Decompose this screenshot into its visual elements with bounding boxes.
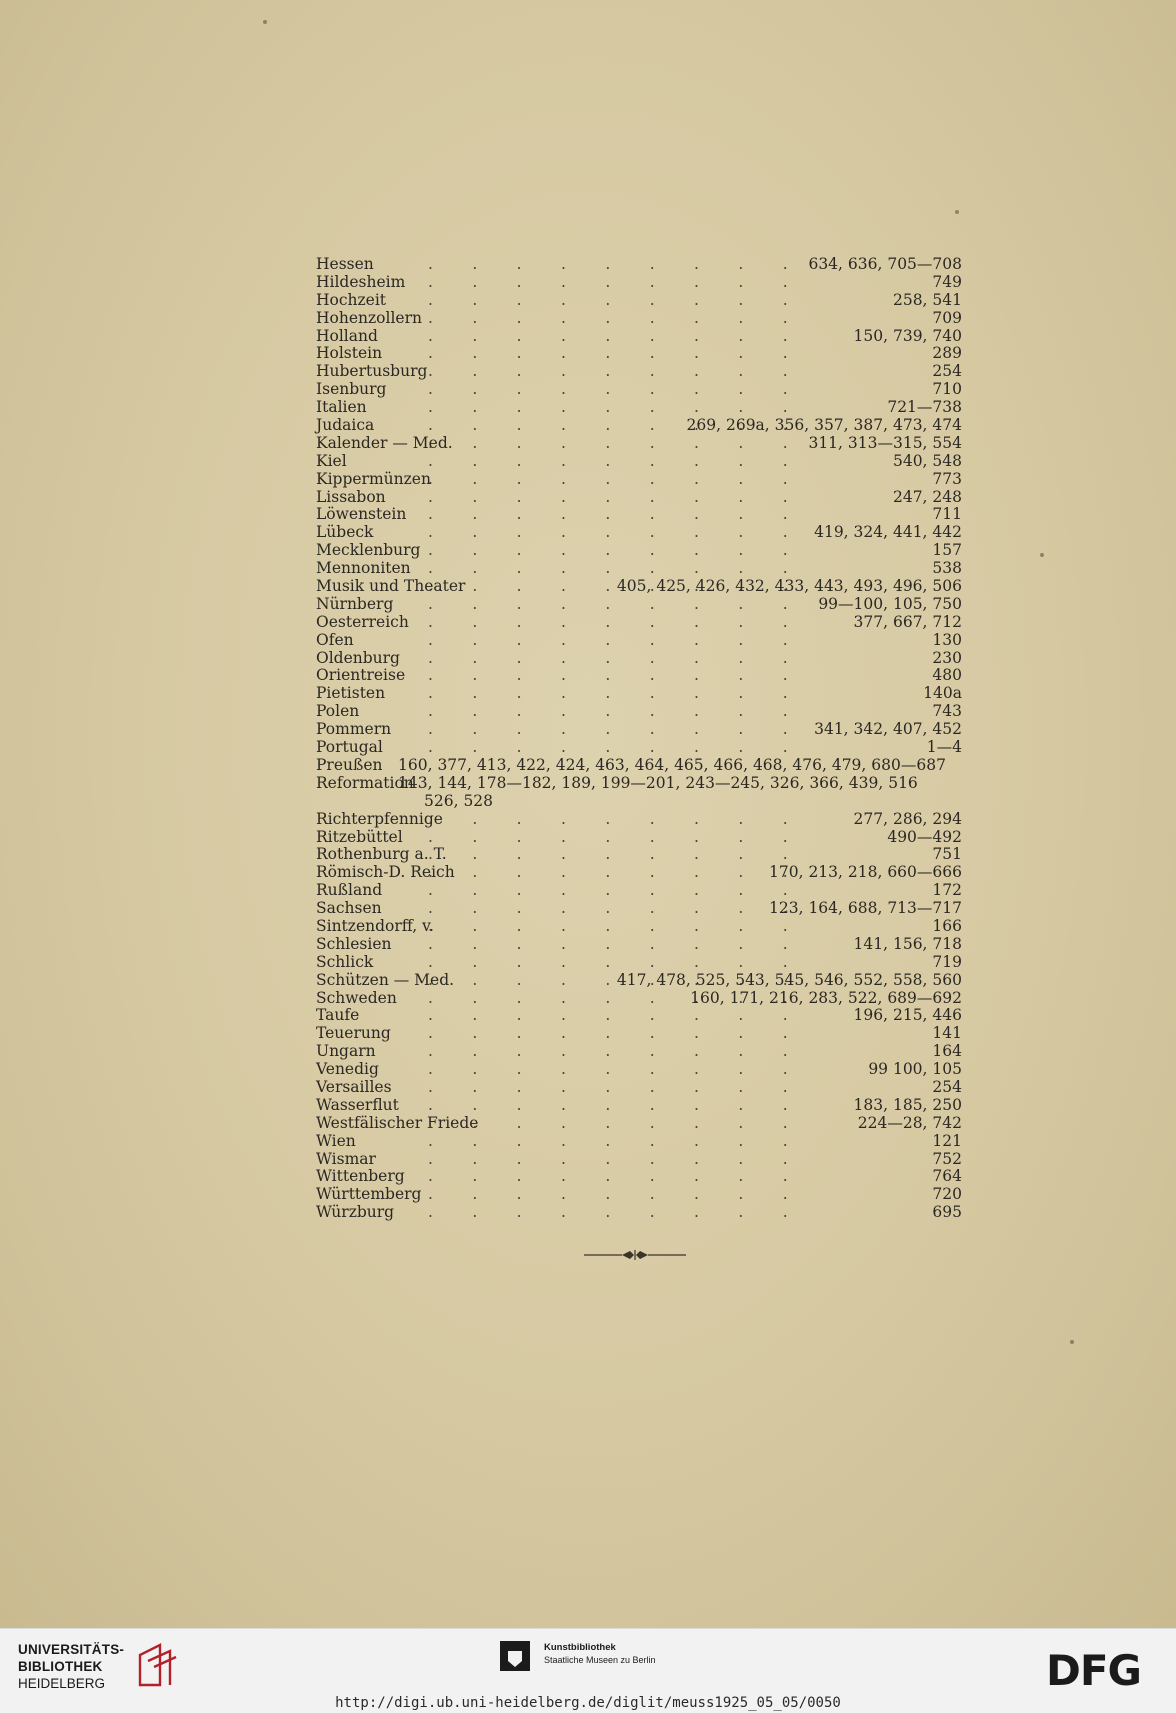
- leader-dots: [428, 632, 812, 650]
- index-entry: [316, 471, 962, 489]
- index-term: Rußland: [316, 881, 383, 900]
- leader-dots: [428, 596, 812, 614]
- index-page-refs: 538: [932, 559, 962, 578]
- index-term: Sachsen: [316, 899, 382, 918]
- index-term: Holland: [316, 326, 378, 345]
- leader-dots: [428, 345, 812, 363]
- index-term: Ofen: [316, 630, 354, 649]
- index-term: Judaica: [316, 416, 375, 435]
- index-entry: [316, 775, 962, 793]
- leader-dots: [428, 560, 812, 578]
- leader-dots: [428, 363, 812, 381]
- leader-dots: [428, 256, 812, 274]
- index-page-refs: 143, 144, 178—182, 189, 199—201, 243—245, 326, 366, 439, 516: [398, 773, 918, 792]
- index-term: Sintzendorff, v.: [316, 916, 434, 935]
- index-entry: [316, 632, 962, 650]
- leader-dots: [428, 882, 812, 900]
- index-term: Preußen: [316, 755, 383, 774]
- leader-dots: [428, 1151, 812, 1169]
- index-list: [316, 256, 962, 1222]
- index-page-refs: 166: [932, 916, 962, 935]
- index-term: Teuerung: [316, 1024, 391, 1043]
- index-entry: [316, 918, 962, 936]
- index-page-refs: 490—492: [887, 827, 962, 846]
- leader-dots: [428, 954, 812, 972]
- index-page-refs: 749: [932, 272, 962, 291]
- leader-dots: [428, 936, 812, 954]
- index-term: Hohenzollern: [316, 308, 422, 327]
- index-entry: [316, 1151, 962, 1169]
- index-page-refs: 160, 171, 216, 283, 522, 689—692: [690, 988, 962, 1007]
- index-page-refs: 164: [932, 1042, 962, 1061]
- index-page-refs: 311, 313—315, 554: [808, 433, 962, 452]
- index-entry: [316, 292, 962, 310]
- index-page-refs: 377, 667, 712: [853, 612, 962, 631]
- index-page-refs: 743: [932, 702, 962, 721]
- page-url[interactable]: http://digi.ub.uni-heidelberg.de/diglit/meuss1925_05_05/0050: [335, 1695, 841, 1711]
- index-entry: [316, 1061, 962, 1079]
- leader-dots: [428, 471, 812, 489]
- index-page-refs: 721—738: [887, 398, 962, 417]
- index-term: Hildesheim: [316, 272, 406, 291]
- index-page-refs: 141: [932, 1024, 962, 1043]
- index-term: Rothenburg a. T.: [316, 845, 447, 864]
- paper-spot: [263, 20, 267, 24]
- index-entry: [316, 256, 962, 274]
- leader-dots: [428, 703, 812, 721]
- index-entry: [316, 310, 962, 328]
- index-term: Ritzebüttel: [316, 827, 403, 846]
- index-entry: [316, 1168, 962, 1186]
- index-entry: [316, 721, 962, 739]
- leader-dots: [428, 1168, 812, 1186]
- index-entry: [316, 829, 962, 847]
- paper-spot: [955, 210, 959, 214]
- index-page-refs: 150, 739, 740: [853, 326, 962, 345]
- index-page-refs: 1—4: [926, 738, 962, 757]
- index-entry: [316, 328, 962, 346]
- index-page-refs: 141, 156, 718: [853, 934, 962, 953]
- leader-dots: [428, 1061, 812, 1079]
- index-term: Oldenburg: [316, 648, 400, 667]
- index-entry: [316, 453, 962, 471]
- index-entry: [316, 1025, 962, 1043]
- index-entry: [316, 990, 962, 1008]
- index-term: Musik und Theater: [316, 577, 466, 596]
- index-term: Würzburg: [316, 1203, 395, 1222]
- index-page-refs: 183, 185, 250: [853, 1095, 962, 1114]
- leader-dots: [428, 292, 812, 310]
- leader-dots: [428, 1025, 812, 1043]
- index-term: Reformation: [316, 773, 414, 792]
- leader-dots: [428, 685, 812, 703]
- index-entry: [316, 489, 962, 507]
- index-entry: [316, 345, 962, 363]
- index-term: Pommern: [316, 720, 392, 739]
- index-term: Polen: [316, 702, 360, 721]
- index-term: Westfälischer Friede: [316, 1113, 479, 1132]
- index-term: Mennoniten: [316, 559, 411, 578]
- index-entry: [316, 1043, 962, 1061]
- index-page-refs: 170, 213, 218, 660—666: [769, 863, 962, 882]
- index-entry: [316, 363, 962, 381]
- index-entry: [316, 757, 962, 775]
- index-entry: [316, 667, 962, 685]
- index-entry: [316, 596, 962, 614]
- footer-bar: [0, 1628, 1176, 1713]
- index-term: Wismar: [316, 1149, 376, 1168]
- index-entry: [316, 882, 962, 900]
- leader-dots: [428, 1097, 812, 1115]
- library-name-line1: UNIVERSITÄTS-: [18, 1642, 125, 1657]
- index-term: Versailles: [316, 1077, 392, 1096]
- index-term: Hubertusburg: [316, 362, 428, 381]
- leader-dots: [428, 1007, 812, 1025]
- leader-dots: [428, 506, 812, 524]
- index-term: Schlick: [316, 952, 374, 971]
- index-term: Nürnberg: [316, 594, 394, 613]
- index-entry: [316, 1133, 962, 1151]
- library-name-line3: HEIDELBERG: [18, 1676, 106, 1691]
- index-page-refs: 247, 248: [892, 487, 962, 506]
- leader-dots: [428, 524, 812, 542]
- index-page-refs: 709: [932, 308, 962, 327]
- leader-dots: [428, 900, 812, 918]
- index-term: Mecklenburg: [316, 541, 421, 560]
- leader-dots: [428, 1186, 812, 1204]
- leader-dots: [428, 1133, 812, 1151]
- index-page-refs: 258, 541: [892, 290, 962, 309]
- index-term: Venedig: [316, 1060, 379, 1079]
- index-entry: [316, 614, 962, 632]
- index-page-refs: 341, 342, 407, 452: [814, 720, 962, 739]
- kunstbibliothek-icon: [500, 1641, 530, 1671]
- index-term: Holstein: [316, 344, 383, 363]
- index-entry: [316, 560, 962, 578]
- leader-dots: [428, 667, 812, 685]
- index-page-refs: 634, 636, 705—708: [808, 255, 962, 273]
- leader-dots: [428, 542, 812, 560]
- library-name-line2: BIBLIOTHEK: [18, 1659, 103, 1674]
- index-page-refs: 752: [932, 1149, 962, 1168]
- leader-dots: [428, 310, 812, 328]
- index-entry: [316, 1115, 962, 1133]
- university-library-logo[interactable]: [18, 1639, 178, 1699]
- index-term: Pietisten: [316, 684, 386, 703]
- leader-dots: [428, 489, 812, 507]
- index-term: Hessen: [316, 255, 374, 273]
- index-page-refs: 140a: [923, 684, 962, 703]
- index-term: Württemberg: [316, 1185, 422, 1204]
- leader-dots: [428, 918, 812, 936]
- leader-dots: [428, 846, 812, 864]
- index-page-refs: 123, 164, 688, 713—717: [769, 899, 962, 918]
- index-term: Wittenberg: [316, 1167, 405, 1186]
- dfg-logo[interactable]: DFG: [1046, 1646, 1142, 1695]
- leader-dots: [428, 453, 812, 471]
- index-entry: [316, 578, 962, 596]
- index-term: Kalender — Med.: [316, 433, 453, 452]
- index-page-refs: 157: [932, 541, 962, 560]
- index-page-refs: 695: [932, 1203, 962, 1222]
- index-page-refs: 719: [932, 952, 962, 971]
- index-page-refs: 121: [932, 1131, 962, 1150]
- index-page-refs: 224—28, 742: [857, 1113, 962, 1132]
- kunstbibliothek-logo[interactable]: [500, 1641, 700, 1681]
- leader-dots: [428, 381, 812, 399]
- index-entry: [316, 811, 962, 829]
- index-page-refs: 99—100, 105, 750: [818, 594, 962, 613]
- index-entry: [316, 506, 962, 524]
- leader-dots: [428, 1043, 812, 1061]
- index-page-refs: 480: [932, 666, 962, 685]
- leader-dots: [428, 1115, 812, 1133]
- leader-dots: [428, 399, 812, 417]
- index-page-refs: 710: [932, 380, 962, 399]
- index-entry: [316, 1007, 962, 1025]
- leader-dots: [428, 721, 812, 739]
- index-page-refs: 419, 324, 441, 442: [814, 523, 962, 542]
- index-term: Wien: [316, 1131, 356, 1150]
- index-term: Lissabon: [316, 487, 386, 506]
- index-entry: [316, 524, 962, 542]
- index-page-refs: 720: [932, 1185, 962, 1204]
- index-page-refs: 764: [932, 1167, 962, 1186]
- leader-dots: [428, 328, 812, 346]
- index-page-refs: 277, 286, 294: [853, 809, 962, 828]
- leader-dots: [428, 739, 812, 757]
- index-term: Isenburg: [316, 380, 387, 399]
- index-entry: [316, 954, 962, 972]
- index-term: Portugal: [316, 738, 383, 757]
- leader-dots: [428, 614, 812, 632]
- index-entry: [316, 846, 962, 864]
- index-term: Lübeck: [316, 523, 374, 542]
- index-page-refs: 269, 269a, 356, 357, 387, 473, 474: [686, 416, 962, 435]
- index-term: Hochzeit: [316, 290, 387, 309]
- index-page-refs: 417, 478, 525, 543, 545, 546, 552, 558, 560: [616, 970, 962, 989]
- index-entry: [316, 703, 962, 721]
- index-page-refs: 254: [932, 1077, 962, 1096]
- index-page-refs: 99 100, 105: [868, 1060, 962, 1079]
- leader-dots: [428, 1204, 812, 1222]
- index-entry: [316, 381, 962, 399]
- paper-spot: [1040, 553, 1044, 557]
- index-term: Italien: [316, 398, 367, 417]
- index-term: Römisch-D. Reich: [316, 863, 455, 882]
- paper-spot: [1070, 1340, 1074, 1344]
- index-page-refs: 289: [932, 344, 962, 363]
- leader-dots: [428, 435, 812, 453]
- index-term: Schweden: [316, 988, 397, 1007]
- index-term: Oesterreich: [316, 612, 409, 631]
- index-page-refs: 405, 425, 426, 432, 433, 443, 493, 496, 506: [616, 577, 962, 596]
- library-mark-icon: [136, 1641, 178, 1689]
- museum-name: Staatliche Museen zu Berlin: [544, 1655, 656, 1665]
- index-entry: [316, 417, 962, 435]
- leader-dots: [428, 864, 812, 882]
- index-entry: [316, 936, 962, 954]
- index-entry: [316, 1079, 962, 1097]
- index-entry-continuation: [316, 793, 962, 811]
- ornament-divider: [584, 1247, 686, 1263]
- index-entry: [316, 1204, 962, 1222]
- index-entry: [316, 650, 962, 668]
- index-page-refs: 160, 377, 413, 422, 424, 463, 464, 465, 466, 468, 476, 479, 680—687: [398, 755, 946, 774]
- leader-dots: [428, 811, 812, 829]
- index-page-refs: 751: [932, 845, 962, 864]
- index-page-refs: 773: [932, 469, 962, 488]
- index-term: Löwenstein: [316, 505, 407, 524]
- index-page-refs: 540, 548: [892, 451, 962, 470]
- index-page-refs: 172: [932, 881, 962, 900]
- index-entry: [316, 435, 962, 453]
- index-entry: [316, 900, 962, 918]
- index-term: Ungarn: [316, 1042, 376, 1061]
- index-entry: [316, 399, 962, 417]
- index-term: Kiel: [316, 451, 347, 470]
- index-entry: [316, 739, 962, 757]
- index-term: Schlesien: [316, 934, 392, 953]
- index-page-refs: 130: [932, 630, 962, 649]
- leader-dots: [428, 829, 812, 847]
- index-entry: [316, 864, 962, 882]
- index-entry: [316, 972, 962, 990]
- index-page-refs: 711: [932, 505, 962, 524]
- index-page-refs: 196, 215, 446: [853, 1006, 962, 1025]
- index-entry: [316, 1186, 962, 1204]
- leader-dots: [428, 1079, 812, 1097]
- index-term: Richterpfennige: [316, 809, 443, 828]
- index-term: Taufe: [316, 1006, 360, 1025]
- index-entry: [316, 274, 962, 292]
- index-term: Schützen — Med.: [316, 970, 455, 989]
- index-entry: [316, 1097, 962, 1115]
- leader-dots: [428, 650, 812, 668]
- index-entry: [316, 542, 962, 560]
- index-page-refs: 526, 528: [424, 791, 494, 810]
- index-page-refs: 254: [932, 362, 962, 381]
- index-term: Orientreise: [316, 666, 406, 685]
- index-term: Wasserflut: [316, 1095, 399, 1114]
- index-page-refs: 230: [932, 648, 962, 667]
- index-term: Kippermünzen: [316, 469, 431, 488]
- kunstbibliothek-name: Kunstbibliothek: [544, 1642, 616, 1653]
- leader-dots: [428, 274, 812, 292]
- index-entry: [316, 685, 962, 703]
